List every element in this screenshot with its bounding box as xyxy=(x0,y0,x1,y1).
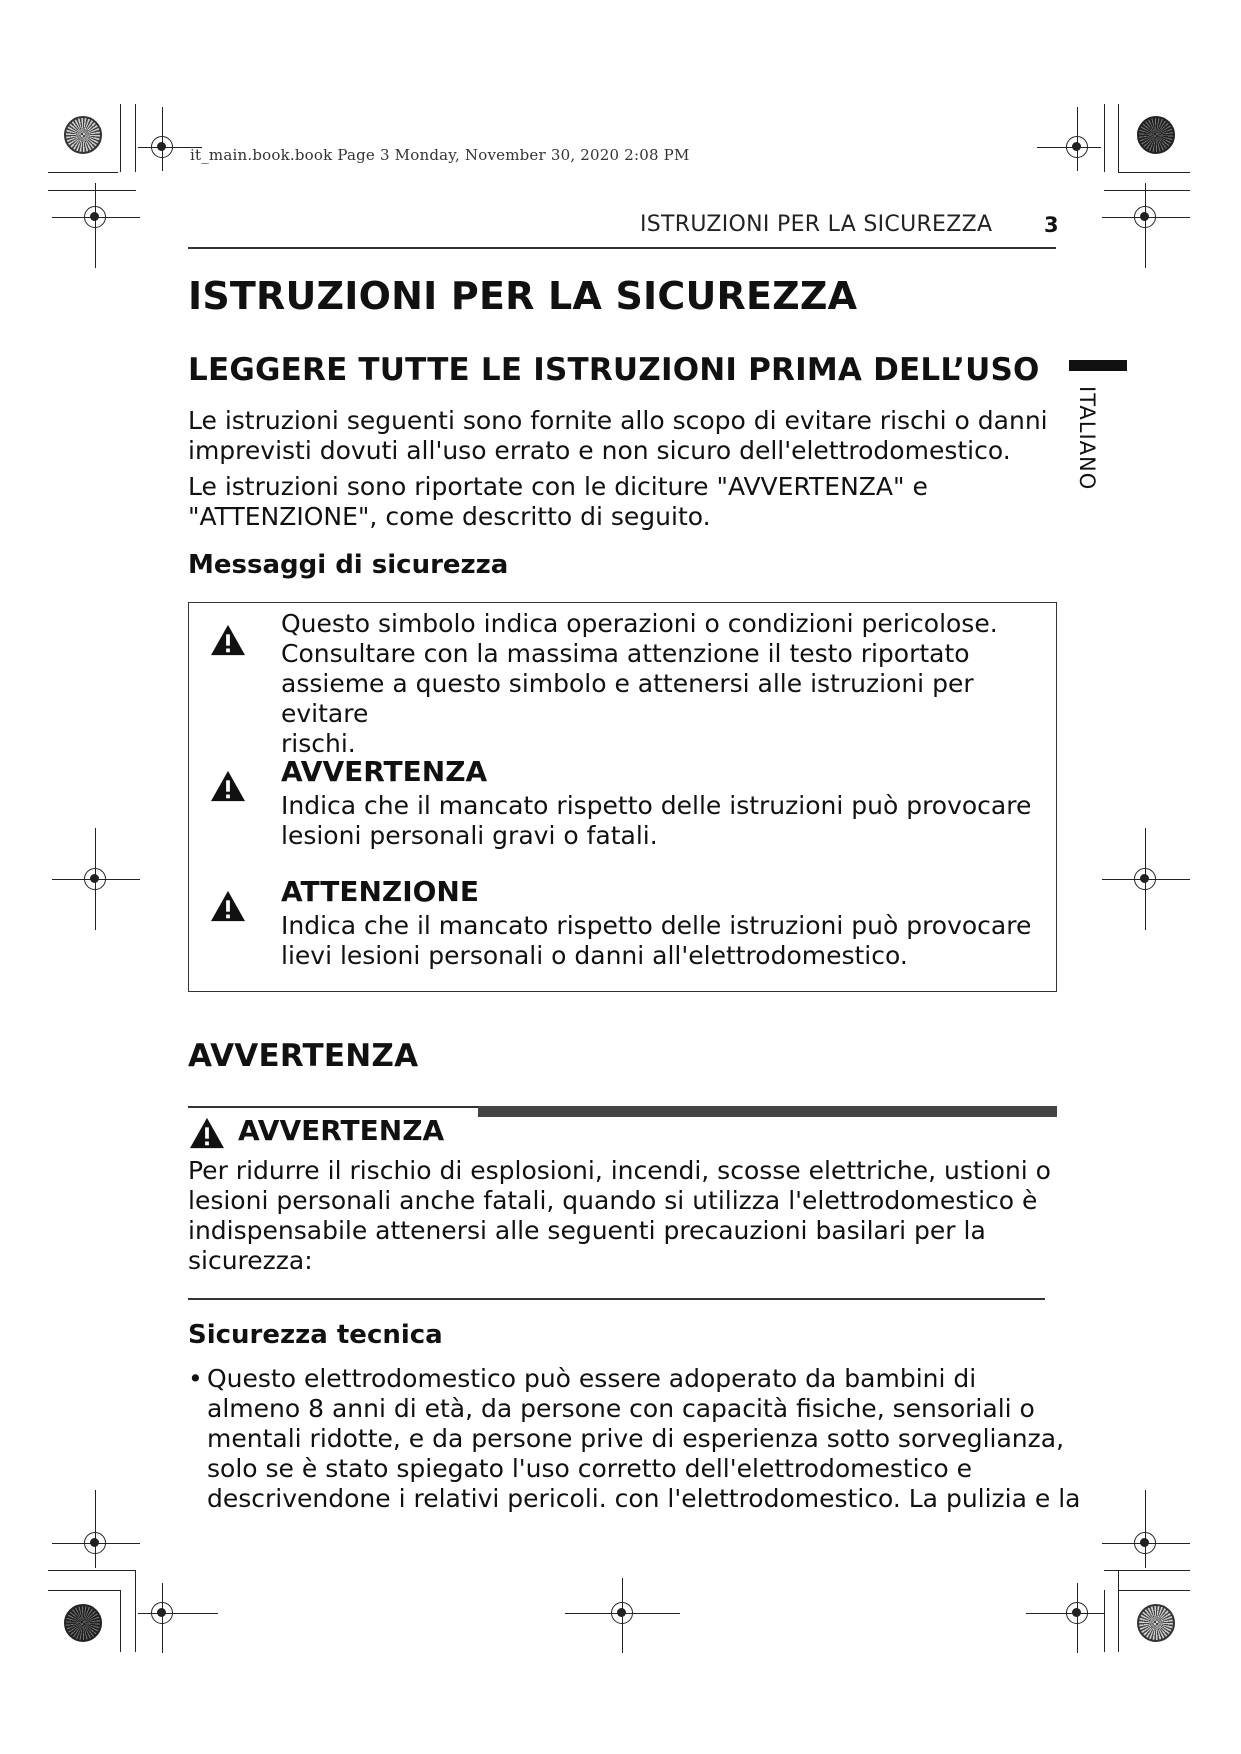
warning-banner-thin-rule xyxy=(188,1106,478,1108)
symbol-explanation xyxy=(281,609,1051,759)
symbol-line: assieme a questo simbolo e attenersi alle istruzioni per evitare xyxy=(281,669,974,728)
intro-line: Le istruzioni seguenti sono fornite allo scopo di evitare rischi o danni xyxy=(188,406,1048,435)
language-tab-bar xyxy=(1069,360,1127,371)
header-rule xyxy=(188,247,1056,249)
warning-triangle-icon xyxy=(209,769,247,803)
intro-line: "ATTENZIONE", come descritto di seguito. xyxy=(188,502,711,531)
list-item-line: almeno 8 anni di età, da persone con capacità fisiche, sensoriali o xyxy=(207,1394,1035,1423)
caution-triangle-icon xyxy=(209,889,247,923)
warning-description xyxy=(281,791,1051,851)
list-item-line: descrivendone i relativi pericoli. con l'elettrodomestico. La pulizia e la xyxy=(207,1484,1081,1513)
color-registration-target xyxy=(64,1604,102,1642)
safety-messages-box xyxy=(188,602,1057,992)
symbol-line: rischi. xyxy=(281,729,356,758)
warning-banner-label: AVVERTENZA xyxy=(238,1114,445,1147)
list-item-line: solo se è stato spiegato l'uso corretto dell'elettrodomestico e xyxy=(207,1454,972,1483)
page-title: ISTRUZIONI PER LA SICUREZZA xyxy=(188,274,858,318)
intro-line: Le istruzioni sono riportate con le diciture "AVVERTENZA" e xyxy=(188,472,928,501)
running-header-title: ISTRUZIONI PER LA SICUREZZA xyxy=(640,212,993,237)
symbol-line: Questo simbolo indica operazioni o condizioni pericolose. xyxy=(281,609,998,638)
warning-banner-icon xyxy=(188,1116,226,1150)
warning-title: AVVERTENZA xyxy=(281,755,488,788)
caution-title: ATTENZIONE xyxy=(281,875,479,908)
warning-line: lesioni personali gravi o fatali. xyxy=(281,821,658,850)
intro-line: imprevisti dovuti all'uso errato e non sicuro dell'elettrodomestico. xyxy=(188,436,1011,465)
caution-line: lievi lesioni personali o danni all'elettrodomestico. xyxy=(281,941,908,970)
warning-section-line: lesioni personali anche fatali, quando si utilizza l'elettrodomestico è xyxy=(188,1186,1038,1215)
warning-section-heading: AVVERTENZA xyxy=(188,1038,419,1074)
color-registration-target xyxy=(64,116,102,154)
section-subtitle: LEGGERE TUTTE LE ISTRUZIONI PRIMA DELL’USO xyxy=(188,352,1040,388)
safety-messages-heading: Messaggi di sicurezza xyxy=(188,550,509,580)
book-info-slug: it_main.book.book Page 3 Monday, November 30, 2020 2:08 PM xyxy=(190,146,690,164)
page-number: 3 xyxy=(1044,213,1059,237)
warning-banner-bar xyxy=(478,1106,1057,1117)
list-item-line: Questo elettrodomestico può essere adoperato da bambini di xyxy=(207,1364,977,1393)
color-registration-target xyxy=(1137,116,1175,154)
language-tab-label: ITALIANO xyxy=(1075,386,1099,491)
warning-section-line: sicurezza: xyxy=(188,1246,313,1275)
warning-section-end-rule xyxy=(188,1298,1045,1300)
technical-safety-heading: Sicurezza tecnica xyxy=(188,1320,443,1350)
intro-paragraph xyxy=(188,406,1068,532)
warning-line: Indica che il mancato rispetto delle istruzioni può provocare xyxy=(281,791,1032,820)
caution-line: Indica che il mancato rispetto delle istruzioni può provocare xyxy=(281,911,1032,940)
list-item-line: mentali ridotte, e da persone prive di esperienza sotto sorveglianza, xyxy=(207,1424,1065,1453)
symbol-line: Consultare con la massima attenzione il testo riportato xyxy=(281,639,970,668)
warning-section-line: Per ridurre il rischio di esplosioni, incendi, scosse elettriche, ustioni o xyxy=(188,1156,1051,1185)
caution-description xyxy=(281,911,1051,971)
warning-section-line: indispensabile attenersi alle seguenti precauzioni basilari per la xyxy=(188,1216,986,1245)
technical-safety-bullet-marker: • xyxy=(188,1364,203,1393)
technical-safety-list-item xyxy=(207,1364,1087,1514)
color-registration-target xyxy=(1137,1604,1175,1642)
warning-section-text xyxy=(188,1156,1068,1276)
warning-triangle-icon xyxy=(209,623,247,657)
